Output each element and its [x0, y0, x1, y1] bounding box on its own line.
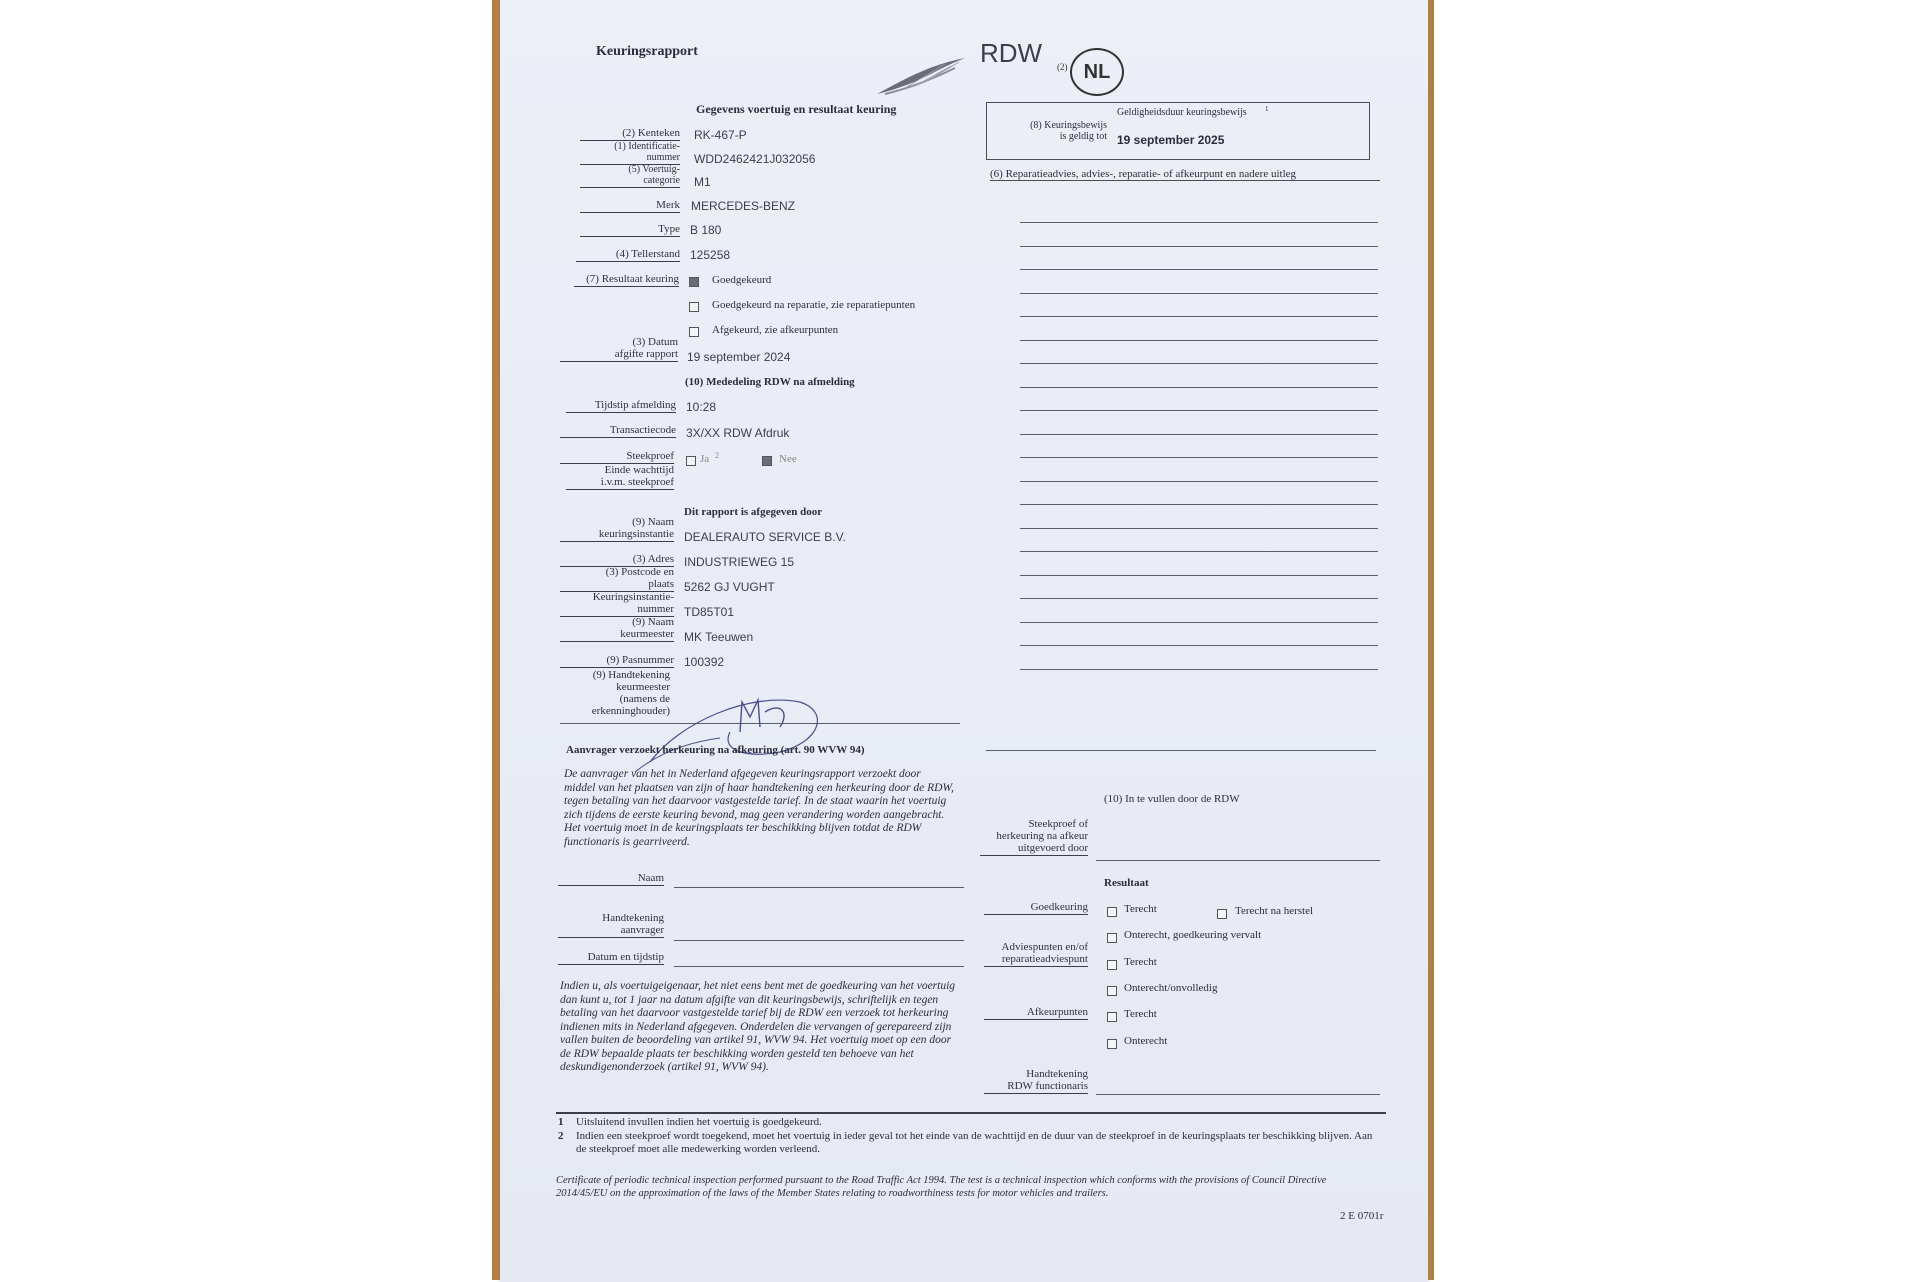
applicant-name-label: Naam [558, 873, 664, 886]
result-label: (7) Resultaat keuring [574, 274, 679, 287]
signature-label: (9) Handtekening keurmeester (namens de erkenninghouder) [591, 669, 670, 717]
rdw-approval-label: Goedkeuring [984, 902, 1088, 915]
footnote-1-number: 1 [558, 1116, 564, 1128]
waiting-time-label: Einde wachttijd i.v.m. steekproef [566, 464, 674, 490]
sample-check-label: Steekproef [560, 451, 674, 464]
validity-label: (8) Keuringsbewijs is geldig tot [1030, 120, 1107, 142]
nl-country-badge: NL [1070, 48, 1124, 96]
repair-advice-line[interactable] [1020, 528, 1378, 529]
signoff-time-value: 10:28 [686, 400, 717, 414]
rejected-option: Afgekeurd, zie afkeurpunten [712, 324, 839, 336]
applicant-signature-label: Handtekening aanvrager [558, 912, 664, 938]
repair-advice-line[interactable] [1020, 481, 1378, 482]
rdw-advice-label: Adviespunten en/of reparatieadviespunt [984, 941, 1088, 967]
repair-advice-line[interactable] [1020, 316, 1378, 317]
applicant-name-field[interactable] [674, 887, 964, 888]
footnote-divider [556, 1112, 1386, 1114]
category-value: M1 [694, 175, 711, 189]
station-number-label: Keuringsinstantie- nummer [560, 591, 674, 617]
postcode-value: 5262 GJ VUGHT [684, 580, 775, 594]
approval-correct-after-repair-checkbox[interactable] [1217, 909, 1227, 919]
rdw-official-signature-label: Handtekening RDW functionaris [984, 1068, 1088, 1094]
vehicle-section-title: Gegevens voertuig en resultaat keuring [696, 102, 897, 116]
applicant-date-field[interactable] [674, 966, 964, 967]
approval-incorrect-option: Onterecht, goedkeuring vervalt [1124, 929, 1262, 941]
address-value: INDUSTRIEWEG 15 [684, 555, 795, 569]
repair-advice-line[interactable] [1020, 387, 1378, 388]
inspector-signature [630, 672, 850, 782]
reinspection-body: De aanvrager van het in Nederland afgegeven keuringsrapport verzoekt door middel van het plaatsen van zijn of haar handtekening een herkeuring door de RDW, tegen betaling van het daarvoor vastgestelde tarief. In de staat waarin het voertuig zich tijdens de eerste keuring bevond, mag geen verandering worden aangebracht. Het voertuig moet in de keuringsplaats ter beschikking blijven totdat de RDW functionaris is gearriveerd. [564, 768, 954, 848]
repair-advice-line[interactable] [1020, 622, 1378, 623]
transaction-code-label: Transactiecode [560, 425, 676, 438]
sample-yes-note: 2 [715, 451, 719, 460]
footnote-2-text: Indien een steekproef wordt toegekend, moet het voertuig in ieder geval tot het einde van de wachttijd en de duur van de steekproef in de keuringsplaats ter beschikking blijven. Aan de steekproef moet alle medewerking worden verleend. [576, 1130, 1373, 1155]
rejection-correct-option: Terecht [1124, 1008, 1157, 1020]
repair-advice-line[interactable] [1020, 363, 1378, 364]
rejection-correct-checkbox[interactable] [1107, 1012, 1117, 1022]
signoff-time-label: Tijdstip afmelding [566, 400, 676, 413]
repair-advice-line[interactable] [1020, 575, 1378, 576]
repair-advice-line[interactable] [1020, 669, 1378, 670]
approved-after-repair-checkbox[interactable] [689, 302, 699, 312]
rejection-incorrect-option: Onterecht [1124, 1035, 1168, 1047]
postcode-label: (3) Postcode en plaats [560, 566, 674, 592]
footnote-1-text: Uitsluitend invullen indien het voertuig is goedgekeurd. [576, 1116, 822, 1128]
repair-section-bottom-line [986, 750, 1376, 751]
repair-advice-line[interactable] [1020, 269, 1378, 270]
approval-correct-checkbox[interactable] [1107, 907, 1117, 917]
rejected-checkbox[interactable] [689, 327, 699, 337]
inspector-name-value: MK Teeuwen [684, 630, 754, 644]
repair-advice-line[interactable] [1020, 457, 1378, 458]
rdw-logo-icon [875, 54, 967, 98]
rdw-rejection-label: Afkeurpunten [984, 1007, 1088, 1020]
sample-yes-checkbox[interactable] [686, 456, 696, 466]
report-date-value: 19 september 2024 [687, 350, 791, 364]
report-title: Keuringsrapport [596, 44, 698, 59]
approval-incorrect-checkbox[interactable] [1107, 933, 1117, 943]
advice-incomplete-option: Onterecht/onvolledig [1124, 982, 1218, 994]
repair-advice-line[interactable] [1020, 504, 1378, 505]
approved-after-repair-option: Goedgekeurd na reparatie, zie reparatiepunten [712, 299, 916, 311]
applicant-date-label: Datum en tijdstip [558, 952, 664, 965]
footnote-2-number: 2 [558, 1130, 564, 1142]
rejection-incorrect-checkbox[interactable] [1107, 1039, 1117, 1049]
certificate-text: Certificate of periodic technical inspection performed pursuant to the Road Traffic Act 1994. The test is a technical inspection which conforms with the provisions of Council Directive 2014/45/EU on the approximation of the laws of the Member States relating to roadworthiness tests for motor vehicles and trailers. [556, 1175, 1327, 1199]
validity-title: Geldigheidsduur keuringsbewijs [1117, 107, 1247, 118]
issued-by-title: Dit rapport is afgegeven door [684, 506, 823, 518]
station-name-value: DEALERAUTO SERVICE B.V. [684, 530, 846, 544]
sample-no-option: Nee [779, 453, 797, 465]
make-label: Merk [580, 200, 680, 213]
vin-label: (1) Identificatie- nummer [580, 141, 680, 165]
advice-incomplete-checkbox[interactable] [1107, 986, 1117, 996]
validity-date: 19 september 2025 [1117, 133, 1225, 147]
reinspection-title: Aanvrager verzoekt herkeuring na afkeuring (art. 90 WVW 94) [566, 744, 865, 756]
repair-advice-line[interactable] [1020, 293, 1378, 294]
plate-value: RK-467-P [694, 128, 747, 142]
repair-advice-line[interactable] [1020, 222, 1378, 223]
report-date-label: (3) Datum afgifte rapport [560, 336, 678, 362]
repair-advice-line[interactable] [1020, 340, 1378, 341]
station-name-label: (9) Naam keuringsinstantie [560, 516, 674, 542]
category-label: (5) Voertuig- categorie [580, 164, 680, 188]
pass-number-value: 100392 [684, 655, 725, 669]
repair-advice-line[interactable] [1020, 551, 1378, 552]
rdw-sample-field[interactable] [1096, 860, 1380, 861]
approval-correct-option: Terecht [1124, 903, 1157, 915]
make-value: MERCEDES-BENZ [691, 199, 796, 213]
validity-box [986, 102, 1370, 160]
rdw-official-signature-field[interactable] [1096, 1094, 1380, 1095]
owner-note: Indien u, als voertuigeigenaar, het niet eens bent met de goedkeuring van het voertuig dan kunt u, tot 1 jaar na datum afgifte van dit keuringsbewijs, schriftelijk en tegen betaling van het daarvoor vastgestelde tarief bij de RDW een verzoek tot herkeuring indienen mits in Nederland afgegeven. Onderdelen die vervangen of gerepareerd zijn vallen buiten de beoordeling van artikel 91, WVW 94. Het voertuig moet op een door de RDW bepaalde plaats ter beschikking worden gesteld ten behoeve van het deskundigenonderzoek (artikel 91, WVW 94). [560, 980, 956, 1073]
rdw-result-label: Resultaat [1104, 877, 1149, 889]
plate-label: (2) Kenteken [580, 128, 680, 141]
repair-advice-line[interactable] [1020, 598, 1378, 599]
approved-option: Goedgekeurd [712, 274, 772, 286]
applicant-signature-field[interactable] [674, 940, 964, 941]
validity-title-note: 1 [1265, 105, 1269, 113]
odometer-value: 125258 [690, 248, 731, 262]
approved-checkbox[interactable] [689, 277, 699, 287]
vin-value: WDD2462421J032056 [694, 152, 816, 166]
brand-note-mark: (2) [1057, 62, 1068, 72]
repair-advice-label: (6) Reparatieadvies, advies-, reparatie- of afkeurpunt en nadere uitleg [990, 168, 1380, 181]
type-value: B 180 [690, 223, 722, 237]
form-code: 2 E 0701r [1340, 1210, 1384, 1222]
repair-advice-line[interactable] [1020, 410, 1378, 411]
rdw-brand: RDW [980, 38, 1043, 68]
rdw-message-title: (10) Mededeling RDW na afmelding [685, 376, 855, 388]
transaction-code-value: 3X/XX RDW Afdruk [686, 426, 790, 440]
advice-correct-option: Terecht [1124, 956, 1157, 968]
inspector-name-label: (9) Naam keurmeester [560, 616, 674, 642]
rdw-fill-title: (10) In te vullen door de RDW [1104, 793, 1240, 805]
station-number-value: TD85T01 [684, 605, 735, 619]
pass-number-label: (9) Pasnummer [560, 655, 674, 668]
rdw-sample-label: Steekproef of herkeuring na afkeur uitgevoerd door [980, 818, 1088, 856]
repair-advice-line[interactable] [1020, 246, 1378, 247]
address-label: (3) Adres [560, 554, 674, 567]
advice-correct-checkbox[interactable] [1107, 960, 1117, 970]
odometer-label: (4) Tellerstand [576, 249, 680, 262]
repair-advice-line[interactable] [1020, 645, 1378, 646]
repair-advice-line[interactable] [1020, 434, 1378, 435]
approval-correct-after-repair-option: Terecht na herstel [1235, 905, 1314, 917]
type-label: Type [580, 224, 680, 237]
sample-no-checkbox[interactable] [762, 456, 772, 466]
sample-yes-option: Ja [700, 453, 710, 465]
inspection-report-paper [500, 0, 1428, 1282]
